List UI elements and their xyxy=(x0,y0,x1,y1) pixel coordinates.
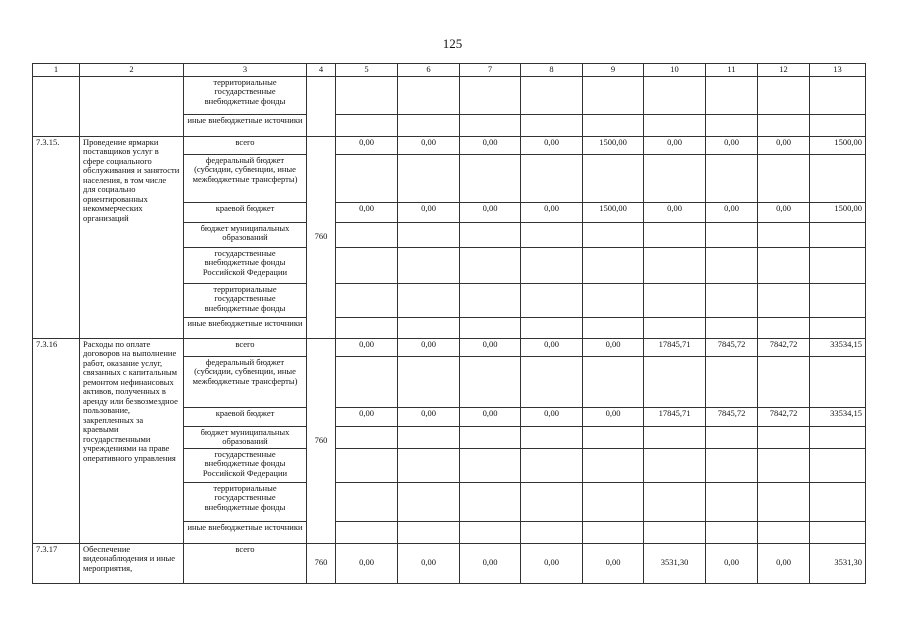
value-cell: 0,00 xyxy=(336,202,398,222)
header-cell: 10 xyxy=(644,64,706,77)
value-cell: 0,00 xyxy=(521,338,583,356)
value-cell: 0,00 xyxy=(706,202,758,222)
value-cell: 0,00 xyxy=(336,338,398,356)
value-cell: 1500,00 xyxy=(583,202,644,222)
table-row xyxy=(33,76,866,114)
budget-table xyxy=(32,63,866,584)
table-row xyxy=(33,543,866,583)
source-cell: бюджет муниципальных образований xyxy=(184,426,307,448)
value-cell: 0,00 xyxy=(644,202,706,222)
source-cell: всего xyxy=(184,338,307,356)
source-cell: государственные внебюджетные фонды Российской Федерации xyxy=(184,448,307,482)
header-cell: 7 xyxy=(460,64,521,77)
value-cell: 0,00 xyxy=(336,407,398,426)
value-cell: 0,00 xyxy=(521,136,583,154)
value-cell: 0,00 xyxy=(706,543,758,583)
value-cell: 0,00 xyxy=(336,543,398,583)
value-cell: 0,00 xyxy=(758,543,810,583)
source-cell: территориальные государственные внебюджетные фонды xyxy=(184,482,307,521)
source-cell: федеральный бюджет (субсидии, субвенции, иные межбюджетные трансферты) xyxy=(184,154,307,202)
header-cell: 4 xyxy=(307,64,336,77)
value-cell: 1500,00 xyxy=(810,202,866,222)
source-cell: краевой бюджет xyxy=(184,407,307,426)
empty-cell xyxy=(80,76,184,136)
header-cell: 2 xyxy=(80,64,184,77)
source-cell: бюджет муниципальных образований xyxy=(184,222,307,247)
value-cell: 7842,72 xyxy=(758,407,810,426)
value-cell: 33534,15 xyxy=(810,407,866,426)
source-cell: всего xyxy=(184,543,307,583)
value-cell: 0,00 xyxy=(460,543,521,583)
value-cell: 0,00 xyxy=(398,338,460,356)
value-cell: 0,00 xyxy=(460,202,521,222)
code-cell: 760 xyxy=(307,136,336,338)
source-cell: государственные внебюджетные фонды Российской Федерации xyxy=(184,247,307,283)
header-cell: 6 xyxy=(398,64,460,77)
source-cell: территориальные государственные внебюджетные фонды xyxy=(184,283,307,317)
value-cell: 0,00 xyxy=(336,136,398,154)
value-cell: 1500,00 xyxy=(810,136,866,154)
source-cell: всего xyxy=(184,136,307,154)
value-cell: 33534,15 xyxy=(810,338,866,356)
source-cell: федеральный бюджет (субсидии, субвенции, иные межбюджетные трансферты) xyxy=(184,356,307,407)
value-cell: 7845,72 xyxy=(706,338,758,356)
source-cell: территориальные государственные внебюджетные фонды xyxy=(184,76,307,114)
value-cell: 0,00 xyxy=(583,407,644,426)
header-cell: 3 xyxy=(184,64,307,77)
value-cell: 0,00 xyxy=(583,338,644,356)
table-row xyxy=(33,338,866,356)
row-title: Обеспечение видеонаблюдения и иные мероприятия, xyxy=(80,543,184,583)
value-cell: 0,00 xyxy=(460,407,521,426)
source-cell: иные внебюджетные источники xyxy=(184,114,307,136)
code-cell: 760 xyxy=(307,543,336,583)
value-cell: 0,00 xyxy=(758,136,810,154)
value-cell: 0,00 xyxy=(398,136,460,154)
row-number: 7.3.16 xyxy=(33,338,80,543)
row-number: 7.3.17 xyxy=(33,543,80,583)
empty-cell xyxy=(33,76,80,136)
value-cell: 1500,00 xyxy=(583,136,644,154)
value-cell: 0,00 xyxy=(398,407,460,426)
source-cell: иные внебюджетные источники xyxy=(184,317,307,338)
header-row xyxy=(33,64,866,77)
value-cell: 3531,30 xyxy=(810,543,866,583)
value-cell: 0,00 xyxy=(706,136,758,154)
value-cell: 0,00 xyxy=(460,338,521,356)
value-cell: 0,00 xyxy=(521,543,583,583)
header-cell: 8 xyxy=(521,64,583,77)
value-cell: 17845,71 xyxy=(644,407,706,426)
row-title: Проведение ярмарки поставщиков услуг в сфере социального обслуживания и занятости населения, в том числе для социально ориентированных некоммерческих организаций xyxy=(80,136,184,338)
empty-cell xyxy=(307,76,336,136)
value-cell: 0,00 xyxy=(398,202,460,222)
value-cell: 7845,72 xyxy=(706,407,758,426)
value-cell: 0,00 xyxy=(758,202,810,222)
value-cell: 17845,71 xyxy=(644,338,706,356)
header-cell: 11 xyxy=(706,64,758,77)
value-cell: 0,00 xyxy=(583,543,644,583)
source-cell: иные внебюджетные источники xyxy=(184,521,307,543)
header-cell: 9 xyxy=(583,64,644,77)
value-cell: 7842,72 xyxy=(758,338,810,356)
header-cell: 13 xyxy=(810,64,866,77)
page-number: 125 xyxy=(442,36,463,51)
source-cell: краевой бюджет xyxy=(184,202,307,222)
value-cell: 0,00 xyxy=(521,407,583,426)
header-cell: 12 xyxy=(758,64,810,77)
row-title: Расходы по оплате договоров на выполнение работ, оказание услуг, связанных с капитальным ремонтом нефинансовых активов, полученных в аренду или безвозмездное пользование, закрепленных за краевыми государственными учреждениями на праве оперативного управления xyxy=(80,338,184,543)
value-cell: 0,00 xyxy=(644,136,706,154)
value-cell: 0,00 xyxy=(521,202,583,222)
code-cell: 760 xyxy=(307,338,336,543)
header-cell: 5 xyxy=(336,64,398,77)
value-cell: 0,00 xyxy=(460,136,521,154)
row-number: 7.3.15. xyxy=(33,136,80,338)
value-cell: 0,00 xyxy=(398,543,460,583)
table-row xyxy=(33,136,866,154)
value-cell: 3531,30 xyxy=(644,543,706,583)
header-cell: 1 xyxy=(33,64,80,77)
